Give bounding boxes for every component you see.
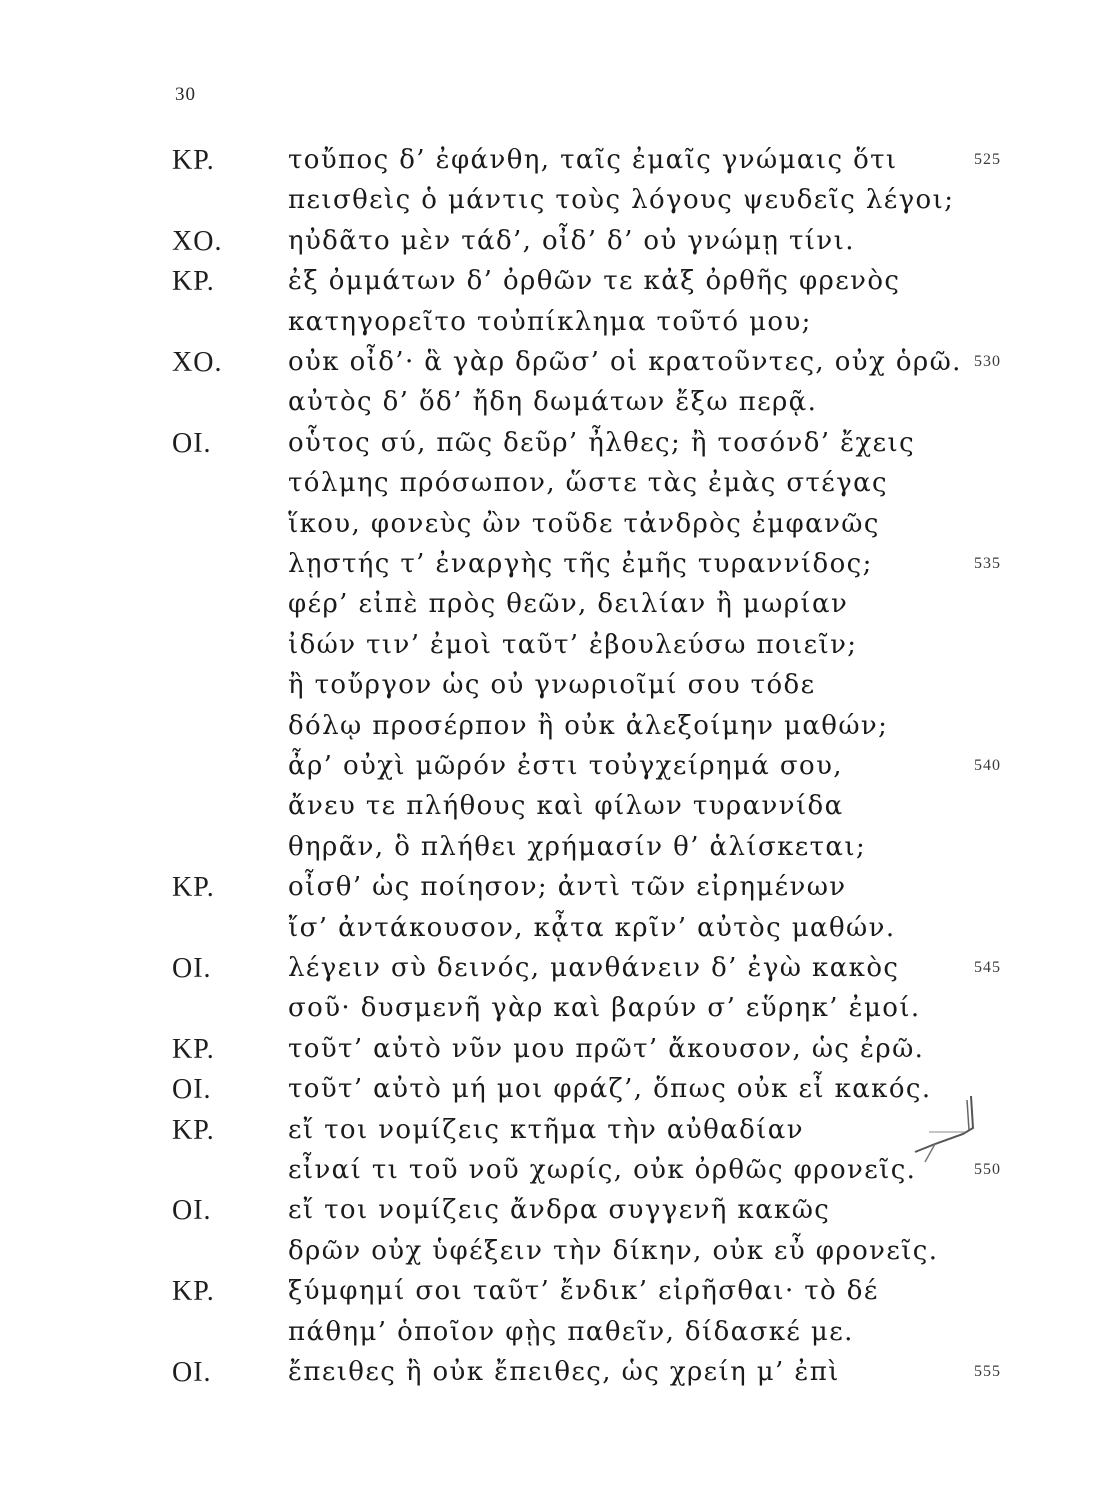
verse-text: εἴ τοι νομίζεις κτῆμα τὴν αὐθαδίαν <box>288 1114 804 1145</box>
speaker-label: ΚΡ. <box>172 266 215 298</box>
verse-text: σοῦ· δυσμενῆ γὰρ καὶ βαρύν σ’ εὕρηκ’ ἐμοί. <box>288 993 921 1024</box>
verse-line <box>0 589 1104 629</box>
verse-text: τόλμης πρόσωπον, ὥστε τὰς ἐμὰς στέγας <box>288 468 888 499</box>
verse-line <box>0 993 1104 1033</box>
verse-text: ἢ τοὔργον ὡς οὐ γνωριοῖμί σου τόδε <box>288 670 816 701</box>
verse-text: εἶναί τι τοῦ νοῦ χωρίς, οὐκ ὀρθῶς φρονεῖς. <box>288 1155 917 1185</box>
verse-text: ξύμφημί σοι ταῦτ’ ἔνδικ’ εἰρῆσθαι· τὸ δέ <box>288 1276 879 1307</box>
verse-line <box>0 872 1104 912</box>
verse-text: πεισθεὶς ὁ μάντις τοὺς λόγους ψευδεῖς λέγοι; <box>288 185 955 216</box>
verse-text: ἄνευ τε πλήθους καὶ φίλων τυραννίδα <box>288 791 844 822</box>
verse-text: ἆρ’ οὐχὶ μῶρόν ἐστι τοὐγχείρημά σου, <box>288 751 843 781</box>
verse-text: ἔπειθες ἢ οὐκ ἔπειθες, ὡς χρείη μ’ ἐπὶ <box>288 1357 840 1387</box>
verse-text: τοῦτ’ αὐτὸ νῦν μου πρῶτ’ ἄκουσον, ὡς ἐρῶ. <box>288 1033 925 1064</box>
verse-line <box>0 226 1104 266</box>
verse-line <box>0 832 1104 872</box>
verse-text: δρῶν οὐχ ὑφέξειν τὴν δίκην, οὐκ εὖ φρονεῖς. <box>288 1235 939 1266</box>
speaker-label: ΚΡ. <box>172 145 215 176</box>
verse-line <box>0 751 1104 791</box>
line-number: 550 <box>974 1161 1001 1178</box>
verse-line <box>0 509 1104 549</box>
verse-line <box>0 1317 1104 1357</box>
speaker-label: ΟΙ. <box>172 427 212 459</box>
verse-line <box>0 630 1104 670</box>
verse-text: αὐτὸς δ’ ὅδ’ ἤδη δωμάτων ἔξω περᾷ. <box>288 387 818 418</box>
verse-text: φέρ’ εἰπὲ πρὸς θεῶν, δειλίαν ἢ μωρίαν <box>288 589 849 620</box>
line-number: 530 <box>974 353 1001 370</box>
pencil-annotation-mark <box>905 1092 985 1172</box>
verse-line <box>0 1236 1104 1276</box>
verse-line <box>0 953 1104 993</box>
page-number: 30 <box>175 84 196 105</box>
verse-text: πάθημ’ ὁποῖον φῂς παθεῖν, δίδασκέ με. <box>288 1316 854 1347</box>
verse-line <box>0 145 1104 185</box>
speaker-label: ΟΙ. <box>172 953 212 984</box>
verse-text: κατηγορεῖτο τοὐπίκλημα τοῦτό μου; <box>288 306 812 337</box>
speaker-label: ΚΡ. <box>172 872 215 904</box>
verse-text: λῃστής τ’ ἐναργὴς τῆς ἐμῆς τυραννίδος; <box>288 549 873 579</box>
line-number: 535 <box>974 555 1001 572</box>
verse-text: οὗτος σύ, πῶς δεῦρ’ ἦλθες; ἢ τοσόνδ’ ἔχεις <box>288 427 916 458</box>
verse-text: λέγειν σὺ δεινός, μανθάνειν δ’ ἐγὼ κακὸς <box>288 953 900 983</box>
verse-line <box>0 1357 1104 1397</box>
verse-text: ἴσ’ ἀντάκουσον, κᾆτα κρῖν’ αὐτὸς μαθών. <box>288 912 896 943</box>
verse-text: δόλῳ προσέρπον ἢ οὐκ ἀλεξοίμην μαθών; <box>288 710 889 741</box>
verse-text: ἵκου, φονεὺς ὢν τοῦδε τἀνδρὸς ἐμφανῶς <box>288 508 880 539</box>
verse-text: θηρᾶν, ὃ πλήθει χρήμασίν θ’ ἁλίσκεται; <box>288 831 867 862</box>
verse-text: εἴ τοι νομίζεις ἄνδρα συγγενῆ κακῶς <box>288 1195 831 1226</box>
verse-line <box>0 1276 1104 1316</box>
verse-line <box>0 387 1104 427</box>
verse-text: ἐξ ὀμμάτων δ’ ὀρθῶν τε κἀξ ὀρθῆς φρενὸς <box>288 266 901 297</box>
verse-text: ἰδών τιν’ ἐμοὶ ταῦτ’ ἐβουλεύσω ποιεῖν; <box>288 629 858 660</box>
speaker-label: ΚΡ. <box>172 1033 215 1065</box>
speaker-label: ΧΟ. <box>172 347 223 378</box>
verse-text: τοὔπος δ’ ἐφάνθη, ταῖς ἐμαῖς γνώμαις ὅτι <box>288 145 898 175</box>
verse-line <box>0 266 1104 306</box>
verse-line <box>0 913 1104 953</box>
speaker-label: ΚΡ. <box>172 1276 215 1308</box>
verse-line <box>0 549 1104 589</box>
line-number: 555 <box>974 1363 1001 1380</box>
verse-line <box>0 1195 1104 1235</box>
verse-text: οἶσθ’ ὡς ποίησον; ἀντὶ τῶν εἰρημένων <box>288 872 847 903</box>
verse-line <box>0 307 1104 347</box>
line-number: 545 <box>974 959 1001 976</box>
verse-line <box>0 711 1104 751</box>
speaker-label: ΟΙ. <box>172 1357 212 1388</box>
verse-text: οὐκ οἶδ’· ἃ γὰρ δρῶσ’ οἱ κρατοῦντες, οὐχ ὁρῶ. <box>288 347 962 377</box>
line-number: 525 <box>974 151 1001 168</box>
line-number: 540 <box>974 757 1001 774</box>
verse-text: ηὐδᾶτο μὲν τάδ’, οἶδ’ δ’ οὐ γνώμῃ τίνι. <box>288 225 855 256</box>
verse-line <box>0 428 1104 468</box>
verse-line <box>0 347 1104 387</box>
speaker-label: ΟΙ. <box>172 1074 212 1106</box>
verse-line <box>0 468 1104 508</box>
speaker-label: ΧΟ. <box>172 225 223 257</box>
speaker-label: ΟΙ. <box>172 1195 212 1227</box>
verse-line <box>0 791 1104 831</box>
verse-line <box>0 185 1104 225</box>
speaker-label: ΚΡ. <box>172 1114 215 1146</box>
verse-line <box>0 1034 1104 1074</box>
verse-line <box>0 670 1104 710</box>
verse-text: τοῦτ’ αὐτὸ μή μοι φράζ’, ὅπως οὐκ εἶ κακός. <box>288 1074 932 1105</box>
